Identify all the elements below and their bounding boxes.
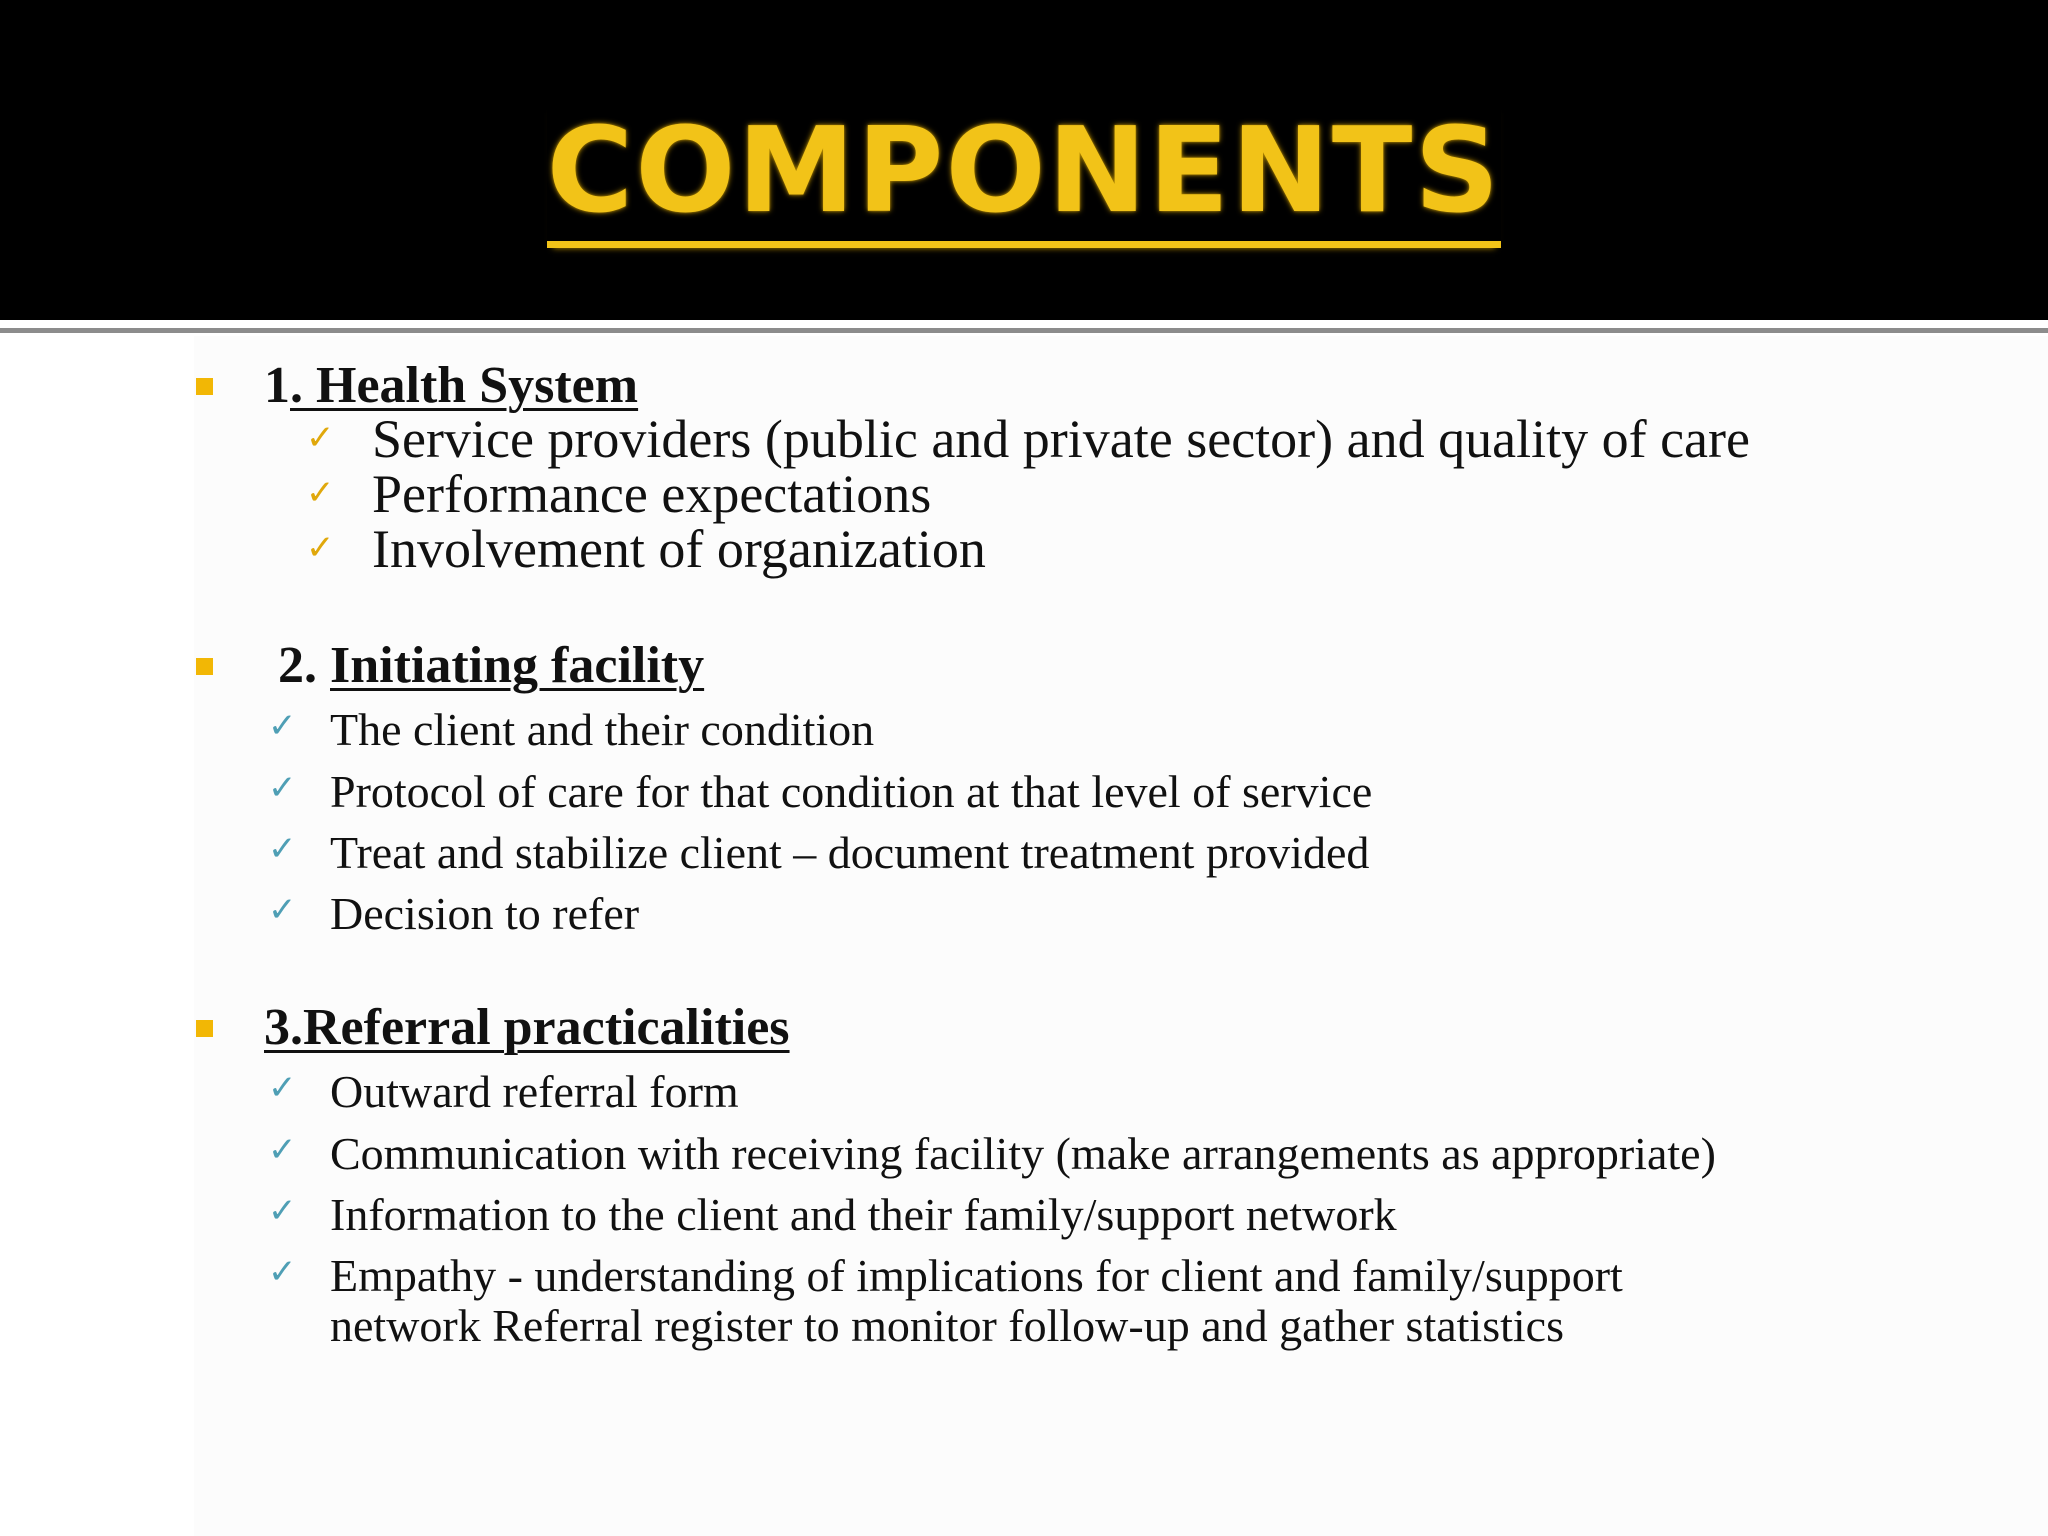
check-icon: ✓ [268,1068,297,1108]
section-2-heading [278,636,704,696]
section-3-title: 3.Referral practicalities [264,999,790,1056]
section-3-item-2: Communication with receiving facility (make arrangements as appropriate) [330,1128,1716,1179]
check-icon: ✓ [268,1130,297,1170]
section-1-bullet-icon [196,378,213,395]
check-icon: ✓ [268,1191,297,1231]
section-3-bullet-icon [196,1020,213,1037]
section-1-item-1: Service providers (public and private sector) and quality of care [372,409,1750,469]
section-2-item-1: The client and their condition [330,704,875,755]
section-1-number: 1 [264,357,290,414]
section-1-title: . Health System [290,357,639,414]
section-3-heading [264,998,790,1058]
check-icon: ✓ [306,528,335,568]
section-1-heading [264,356,638,416]
section-3-item-1: Outward referral form [330,1066,739,1117]
section-2-item-2: Protocol of care for that condition at that level of service [330,766,1373,817]
section-2-bullet-icon [196,658,213,675]
check-icon: ✓ [306,473,335,513]
check-icon: ✓ [268,829,297,869]
section-2-item-3: Treat and stabilize client – document treatment provided [330,827,1370,878]
check-icon: ✓ [268,706,297,746]
check-icon: ✓ [268,890,297,930]
section-2-item-4: Decision to refer [330,888,640,939]
section-3-item-4: Empathy - understanding of implications for client and family/support [330,1250,1623,1301]
slide-title-text: COMPONENTS [547,101,1502,248]
header-divider-white [0,320,2048,328]
section-3-item-4-continuation: network Referral register to monitor follow-up and gather statistics [330,1300,1564,1351]
section-2-number: 2. [278,637,330,694]
section-2-title: Initiating facility [330,637,705,694]
slide-title [0,100,2048,240]
section-3-item-3: Information to the client and their family/support network [330,1189,1397,1240]
check-icon: ✓ [306,418,335,458]
section-1-item-3: Involvement of organization [372,519,986,579]
section-1-item-2: Performance expectations [372,464,932,524]
check-icon: ✓ [268,768,297,808]
title-bar [0,0,2048,320]
check-icon: ✓ [268,1252,297,1292]
header-divider-gray [0,328,2048,333]
